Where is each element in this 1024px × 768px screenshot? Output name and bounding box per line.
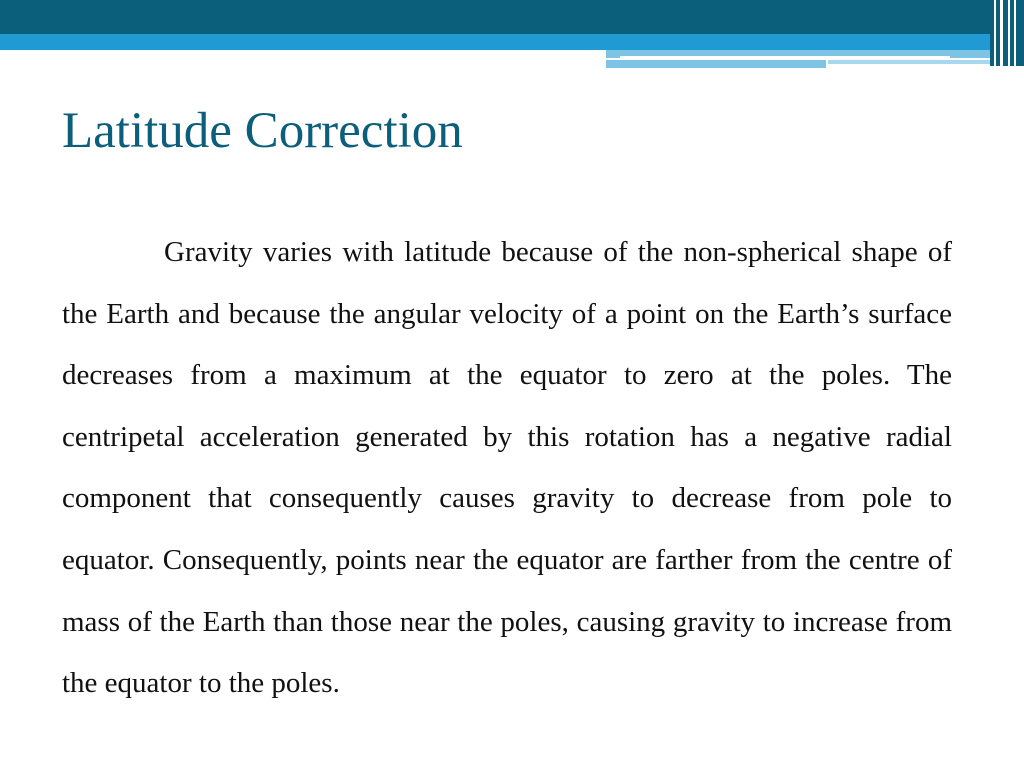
- slide-body-paragraph: Gravity varies with latitude because of the non-spherical shape of the Earth and because the angular velocity of a point on the Earth’s surface decreases from a maximum at the equator to zero at the poles. The centripetal acceleration generated by this rotation has a negative radial component that consequently causes gravity to decrease from pole to equator. Consequently, points near the equator are farther from the centre of mass of the Earth than those near the poles, causing gravity to increase from the equator to the poles.: [62, 236, 952, 700]
- header-accent-stripe-thin: [828, 60, 990, 64]
- header-vertical-bar: [1000, 0, 1003, 66]
- header-accent-stripe-short: [606, 60, 826, 68]
- header-banner-light: [0, 34, 1024, 50]
- header-divider-line: [620, 56, 950, 58]
- header-vertical-bar: [1014, 0, 1016, 66]
- slide-title: Latitude Correction: [62, 103, 463, 159]
- header-vertical-bar: [994, 0, 996, 66]
- header-vertical-bar: [1008, 0, 1010, 66]
- header-banner-dark: [0, 0, 1024, 34]
